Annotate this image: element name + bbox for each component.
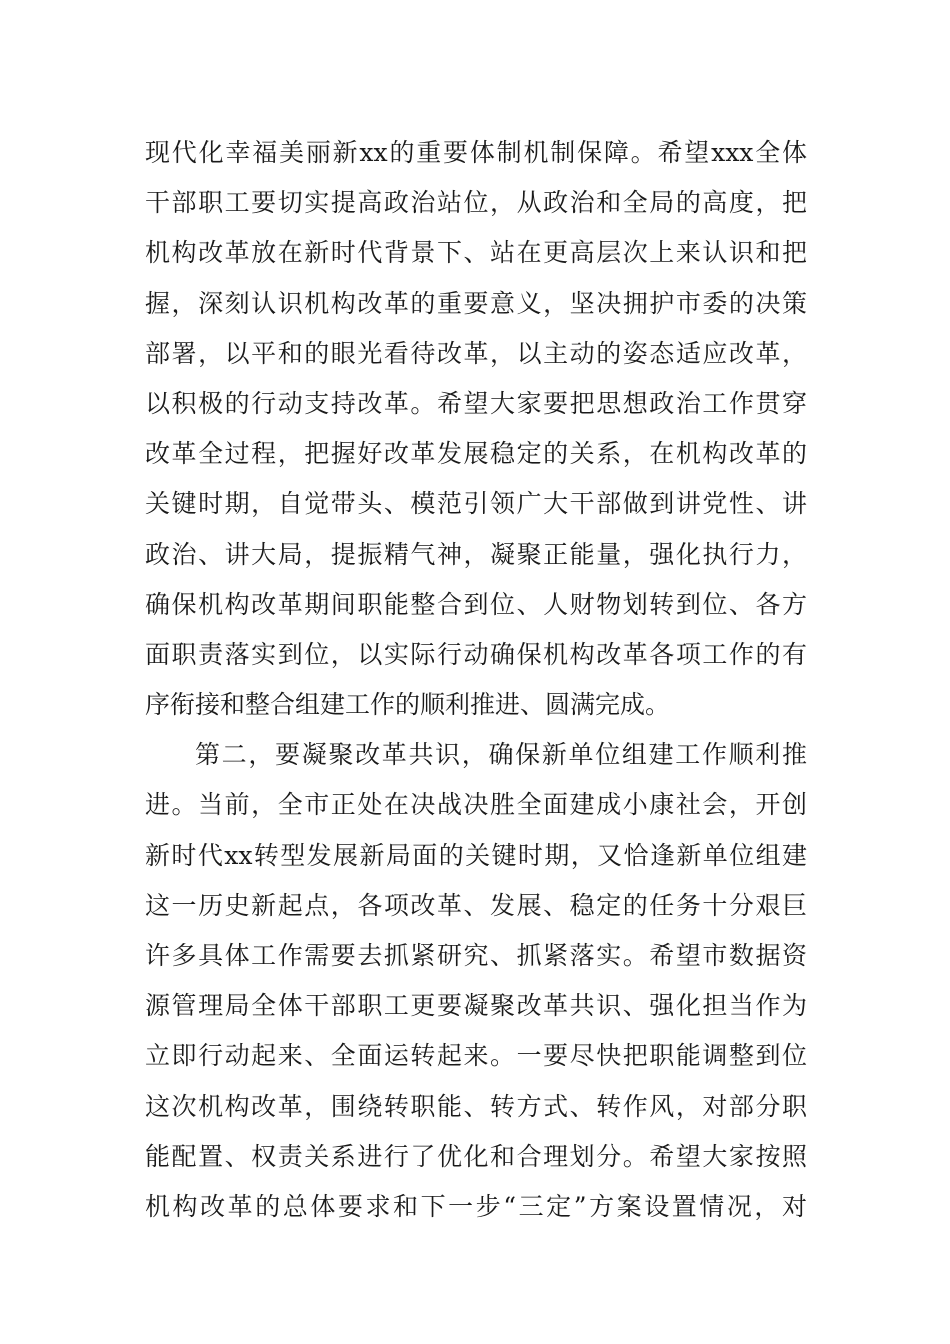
text-line: 确保机构改革期间职能整合到位、人财物划转到位、各方 [145, 589, 807, 619]
text-line: 源管理局全体干部职工更要凝聚改革共识、强化担当作为 [145, 991, 807, 1021]
text-line: 政治、讲大局，提振精气神，凝聚正能量，强化执行力， [145, 539, 807, 569]
text-line: 部署，以平和的眼光看待改革，以主动的姿态适应改革， [145, 338, 807, 368]
document-body [145, 128, 807, 1232]
text-line: 新时代xx转型发展新局面的关键时期，又恰逢新单位组建 [145, 840, 807, 870]
text-line: 许多具体工作需要去抓紧研究、抓紧落实。希望市数据资 [145, 941, 807, 970]
text-line: 序衔接和整合组建工作的顺利推进、圆满完成。 [145, 690, 671, 720]
paragraph [145, 128, 807, 730]
text-line: 这一历史新起点，各项改革、发展、稳定的任务十分艰巨 [145, 890, 807, 920]
text-line: 改革全过程，把握好改革发展稳定的关系，在机构改革的 [145, 439, 807, 469]
text-line: 以积极的行动支持改革。希望大家要把思想政治工作贯穿 [145, 388, 807, 418]
text-line: 这次机构改革，围绕转职能、转方式、转作风，对部分职 [145, 1091, 807, 1121]
paragraph [145, 730, 807, 1232]
text-line: 进。当前，全市正处在决战决胜全面建成小康社会，开创 [145, 790, 807, 820]
text-line: 能配置、权责关系进行了优化和合理划分。希望大家按照 [145, 1141, 807, 1171]
text-line: 面职责落实到位，以实际行动确保机构改革各项工作的有 [145, 639, 807, 669]
text-line: 关键时期，自觉带头、模范引领广大干部做到讲党性、讲 [145, 489, 807, 519]
text-line: 干部职工要切实提高政治站位，从政治和全局的高度，把 [145, 188, 807, 218]
text-line: 机构改革放在新时代背景下、站在更高层次上来认识和把 [145, 238, 807, 268]
text-line: 立即行动起来、全面运转起来。一要尽快把职能调整到位 [145, 1041, 807, 1071]
text-line: 现代化幸福美丽新xx的重要体制机制保障。希望xxx全体 [145, 138, 807, 167]
text-line: 握，深刻认识机构改革的重要意义，坚决拥护市委的决策 [145, 288, 807, 318]
text-line: 第二，要凝聚改革共识，确保新单位组建工作顺利推 [195, 740, 807, 770]
text-line: 机构改革的总体要求和下一步“三定”方案设置情况，对 [145, 1191, 807, 1221]
